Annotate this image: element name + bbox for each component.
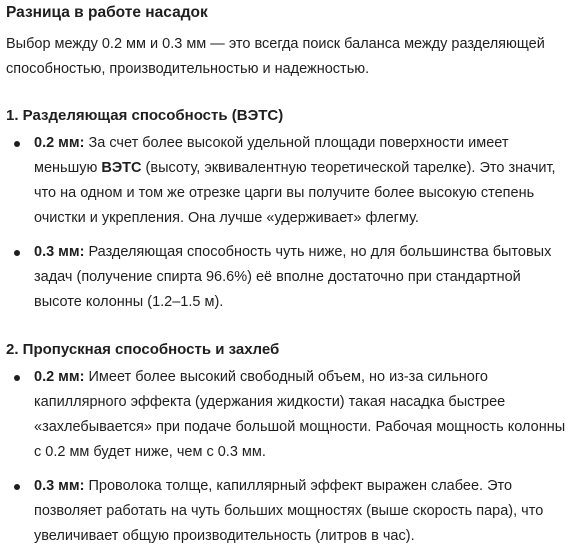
item-label: 0.3 мм: [34, 478, 85, 494]
item-text: (высоту, эквивалентную теоретической тарелке). Это значит, что на одном и том же отрезке царги вы получите более высокую степень очистки и укрепления. Она лучше «удерживает» флегму. [34, 160, 556, 226]
item-bold-term: ВЭТС [101, 160, 142, 176]
item-text: За счет более высокой удельной площади поверхности имеет меньшую [34, 135, 509, 176]
bullet-icon [14, 141, 20, 147]
list-item [6, 131, 566, 231]
page-title: Разница в работе насадок [6, 4, 208, 21]
separation-list [6, 131, 566, 315]
list-item [6, 474, 566, 549]
item-label: 0.3 мм: [34, 244, 85, 260]
throughput-list [6, 365, 566, 549]
section-heading-separation: 1. Разделяющая способность (ВЭТС) [6, 107, 284, 124]
list-item [6, 240, 566, 315]
item-text: Имеет более высокий свободный объем, но из-за сильного капиллярного эффекта (удержания жидкости) такая насадка быстрее «захлебывается» при подаче большой мощности. Рабочая мощность колонны с 0.2 мм будет ниже, чем с 0.3 мм. [34, 369, 566, 460]
bullet-icon [14, 484, 20, 490]
bullet-icon [14, 375, 20, 381]
section-heading-throughput: 2. Пропускная способность и захлеб [6, 341, 280, 358]
intro-paragraph: Выбор между 0.2 мм и 0.3 мм — это всегда поиск баланса между разделяющей способностью, производительностью и надежностью. [6, 36, 545, 77]
item-text: Разделяющая способность чуть ниже, но для большинства бытовых задач (получение спирта 96.6%) её вполне достаточно при стандартной высоте колонны (1.2–1.5 м). [34, 244, 552, 310]
item-label: 0.2 мм: [34, 135, 85, 151]
item-label: 0.2 мм: [34, 369, 85, 385]
list-item [6, 365, 566, 465]
item-text: Проволока толще, капиллярный эффект выражен слабее. Это позволяет работать на чуть больших мощностях (выше скорость пара), что увеличивает общую производительность (литров в час). [34, 478, 544, 544]
bullet-icon [14, 250, 20, 256]
